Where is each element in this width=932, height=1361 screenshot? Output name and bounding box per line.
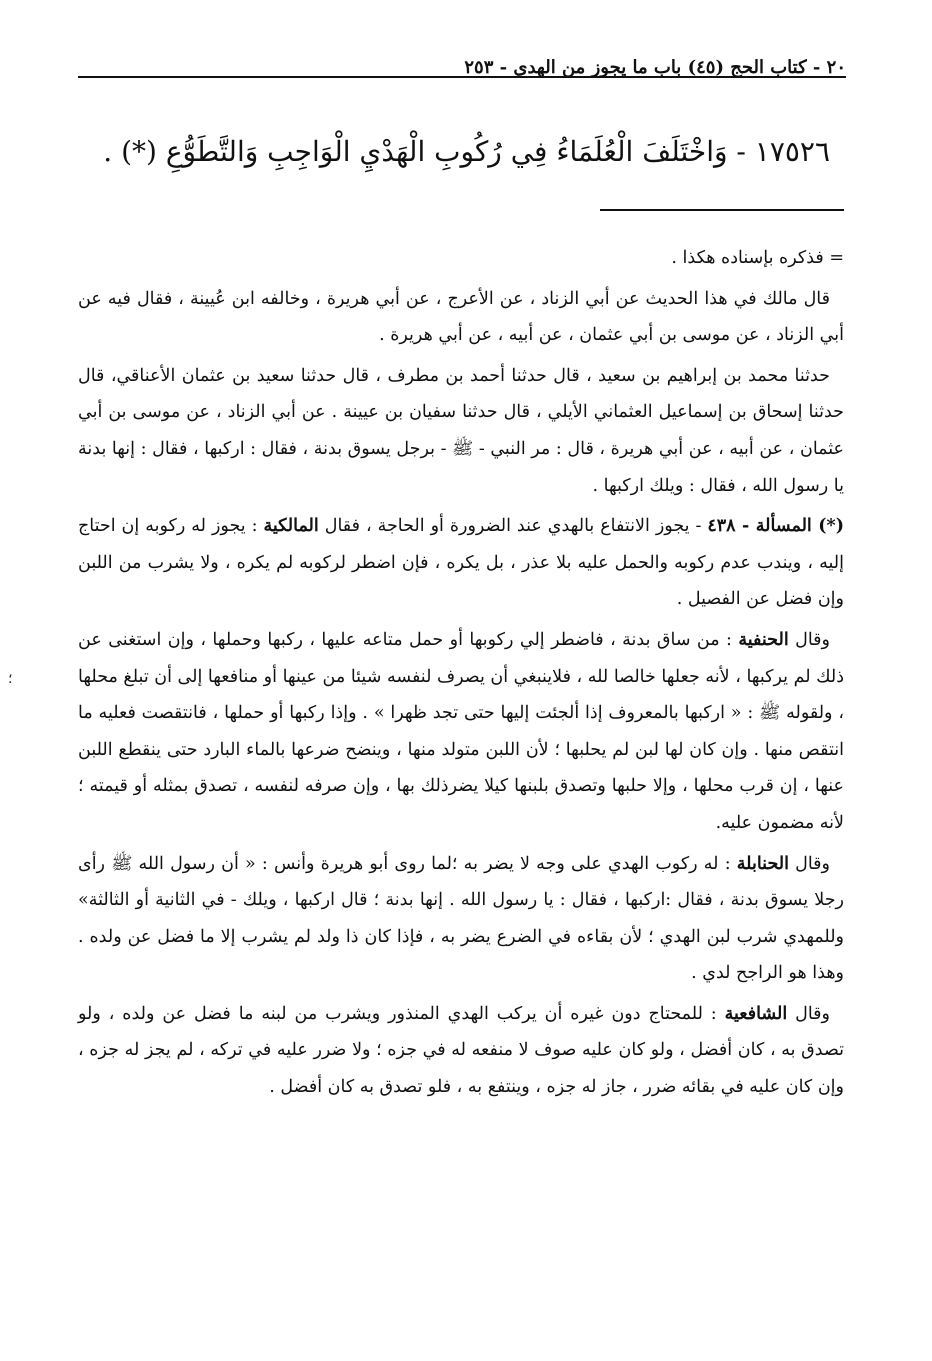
- madhhab-name: المالكية: [263, 516, 319, 537]
- paragraph-text: وقال: [787, 1003, 830, 1024]
- footnote-paragraph: [78, 996, 844, 1106]
- header-rule: [78, 76, 846, 78]
- footnote-paragraph: حدثنا محمد بن إبراهيم بن سعيد ، قال حدثنا أحمد بن مطرف ، قال حدثنا سعيد بن عثمان الأعناقي، قال حدثنا إسحاق بن إسماعيل العثماني الأيلي ، قال حدثنا سفيان بن عيينة . عن أبي الزناد ، عن موسى بن أبي عثمان ، عن أبيه ، عن أبي هريرة ، قال : مر النبي - ﷺ - برجل يسوق بدنة ، فقال : اركبها ، فقال : إنها بدنة يا رسول الله ، فقال : ويلك اركبها .: [78, 365, 844, 496]
- footnote-paragraph: [78, 508, 844, 618]
- paragraph-text: وقال: [788, 853, 830, 874]
- paragraph-text: وقال: [788, 629, 830, 650]
- footnote-paragraph: [78, 622, 844, 842]
- hadith-title: ١٧٥٢٦ - وَاخْتَلَفَ الْعُلَمَاءُ فِي رُكُوبِ الْهَدْيِ الْوَاجِبِ وَالتَّطَوُّعِ (*) .: [103, 135, 830, 168]
- footnote-paragraph: [78, 846, 844, 992]
- paragraph-text: : له ركوب الهدي على وجه لا يضر به ؛لما روى أبو هريرة وأنس : « أن رسول الله ﷺ رأى رجلا يسوق بدنة ، فقال :اركبها ، فقال : يا رسول الله . إنها بدنة ؛ قال اركبها ، ويلك - في الثانية أو الثالثة» وللمهدي شرب لبن الهدي ؛ لأن بقاءه في الضرع يضر به ، فإذا كان ذا ولد لم يشرب إلا ما فضل عن ولده . وهذا هو الراجح لدي .: [78, 853, 844, 984]
- footnotes: [78, 240, 844, 1110]
- madhhab-name: الحنفية: [738, 629, 789, 650]
- issue-number: (*) المسألة - ٤٣٨: [707, 516, 844, 537]
- madhhab-name: الحنابلة: [736, 853, 789, 874]
- running-head: ٢٠ - كتاب الحج (٤٥) باب ما يجوز من الهدي - ٢٥٣: [464, 57, 846, 78]
- madhhab-name: الشافعية: [724, 1003, 788, 1024]
- margin-mark: ؛: [8, 671, 13, 687]
- paragraph-text: : يجوز له ركوبه إن احتاج إليه ، ويندب عدم ركوبه والحمل عليه بلا عذر ، بل يكره ، فإن اضطر لركوبه لم يكره ، ولا يشرب من اللبن وإن فضل عن الفصيل .: [78, 516, 844, 610]
- paragraph-text: : من ساق بدنة ، فاضطر إلي ركوبها أو حمل متاعه عليها ، ركبها وحملها ، وإن استغنى عن ذلك لم يركبها ، لأنه جعلها خالصا لله ، فلاينبغي أن يصرف لنفسه شيئا من عينها أو منافعها إلى أن تبلغ محلها ، ولقوله ﷺ : « اركبها بالمعروف إذا ألجئت إليها حتى تجد ظهرا » . وإذا ركبها أو حملها ، فانتقصت فعليه ما انتقص منها . وإن كان لها لبن لم يحلبها ؛ لأن اللبن متولد منها ، وينضح ضرعها بالماء البارد حتى ينقطع اللبن عنها ، إن قرب محلها ، وإلا حلبها وتصدق بلبنها كيلا يضرذلك بها ، وإن صرفه لنفسه ، تصدق بمثله أو قيمته ؛ لأنه مضمون عليه.: [78, 629, 844, 833]
- paragraph-text: : للمحتاج دون غيره أن يركب الهدي المنذور ويشرب من لبنه ما فضل عن ولده ، ولو تصدق به ، كان أفضل ، ولو كان عليه صوف لا منفعه له في جزه ؛ ولا ضرر عليه في تركه ، لم يجز له جزه ، وإن كان عليه في بقائه ضرر ، جاز له جزه ، وينتفع به ، فلو تصدق به كان أفضل .: [78, 1003, 844, 1098]
- paragraph-text: - يجوز الانتفاع بالهدي عند الضرورة أو الحاجة ، فقال: [318, 516, 708, 537]
- footnote-paragraph: = فذكره بإسناده هكذا .: [671, 248, 844, 268]
- footnote-paragraph: قال مالك في هذا الحديث عن أبي الزناد ، عن الأعرج ، عن أبي هريرة ، وخالفه ابن عُيينة ، فقال فيه عن أبي الزناد ، عن موسى بن أبي عثمان ، عن أبيه ، عن أبي هريرة .: [78, 288, 844, 346]
- footnote-separator: [600, 209, 844, 211]
